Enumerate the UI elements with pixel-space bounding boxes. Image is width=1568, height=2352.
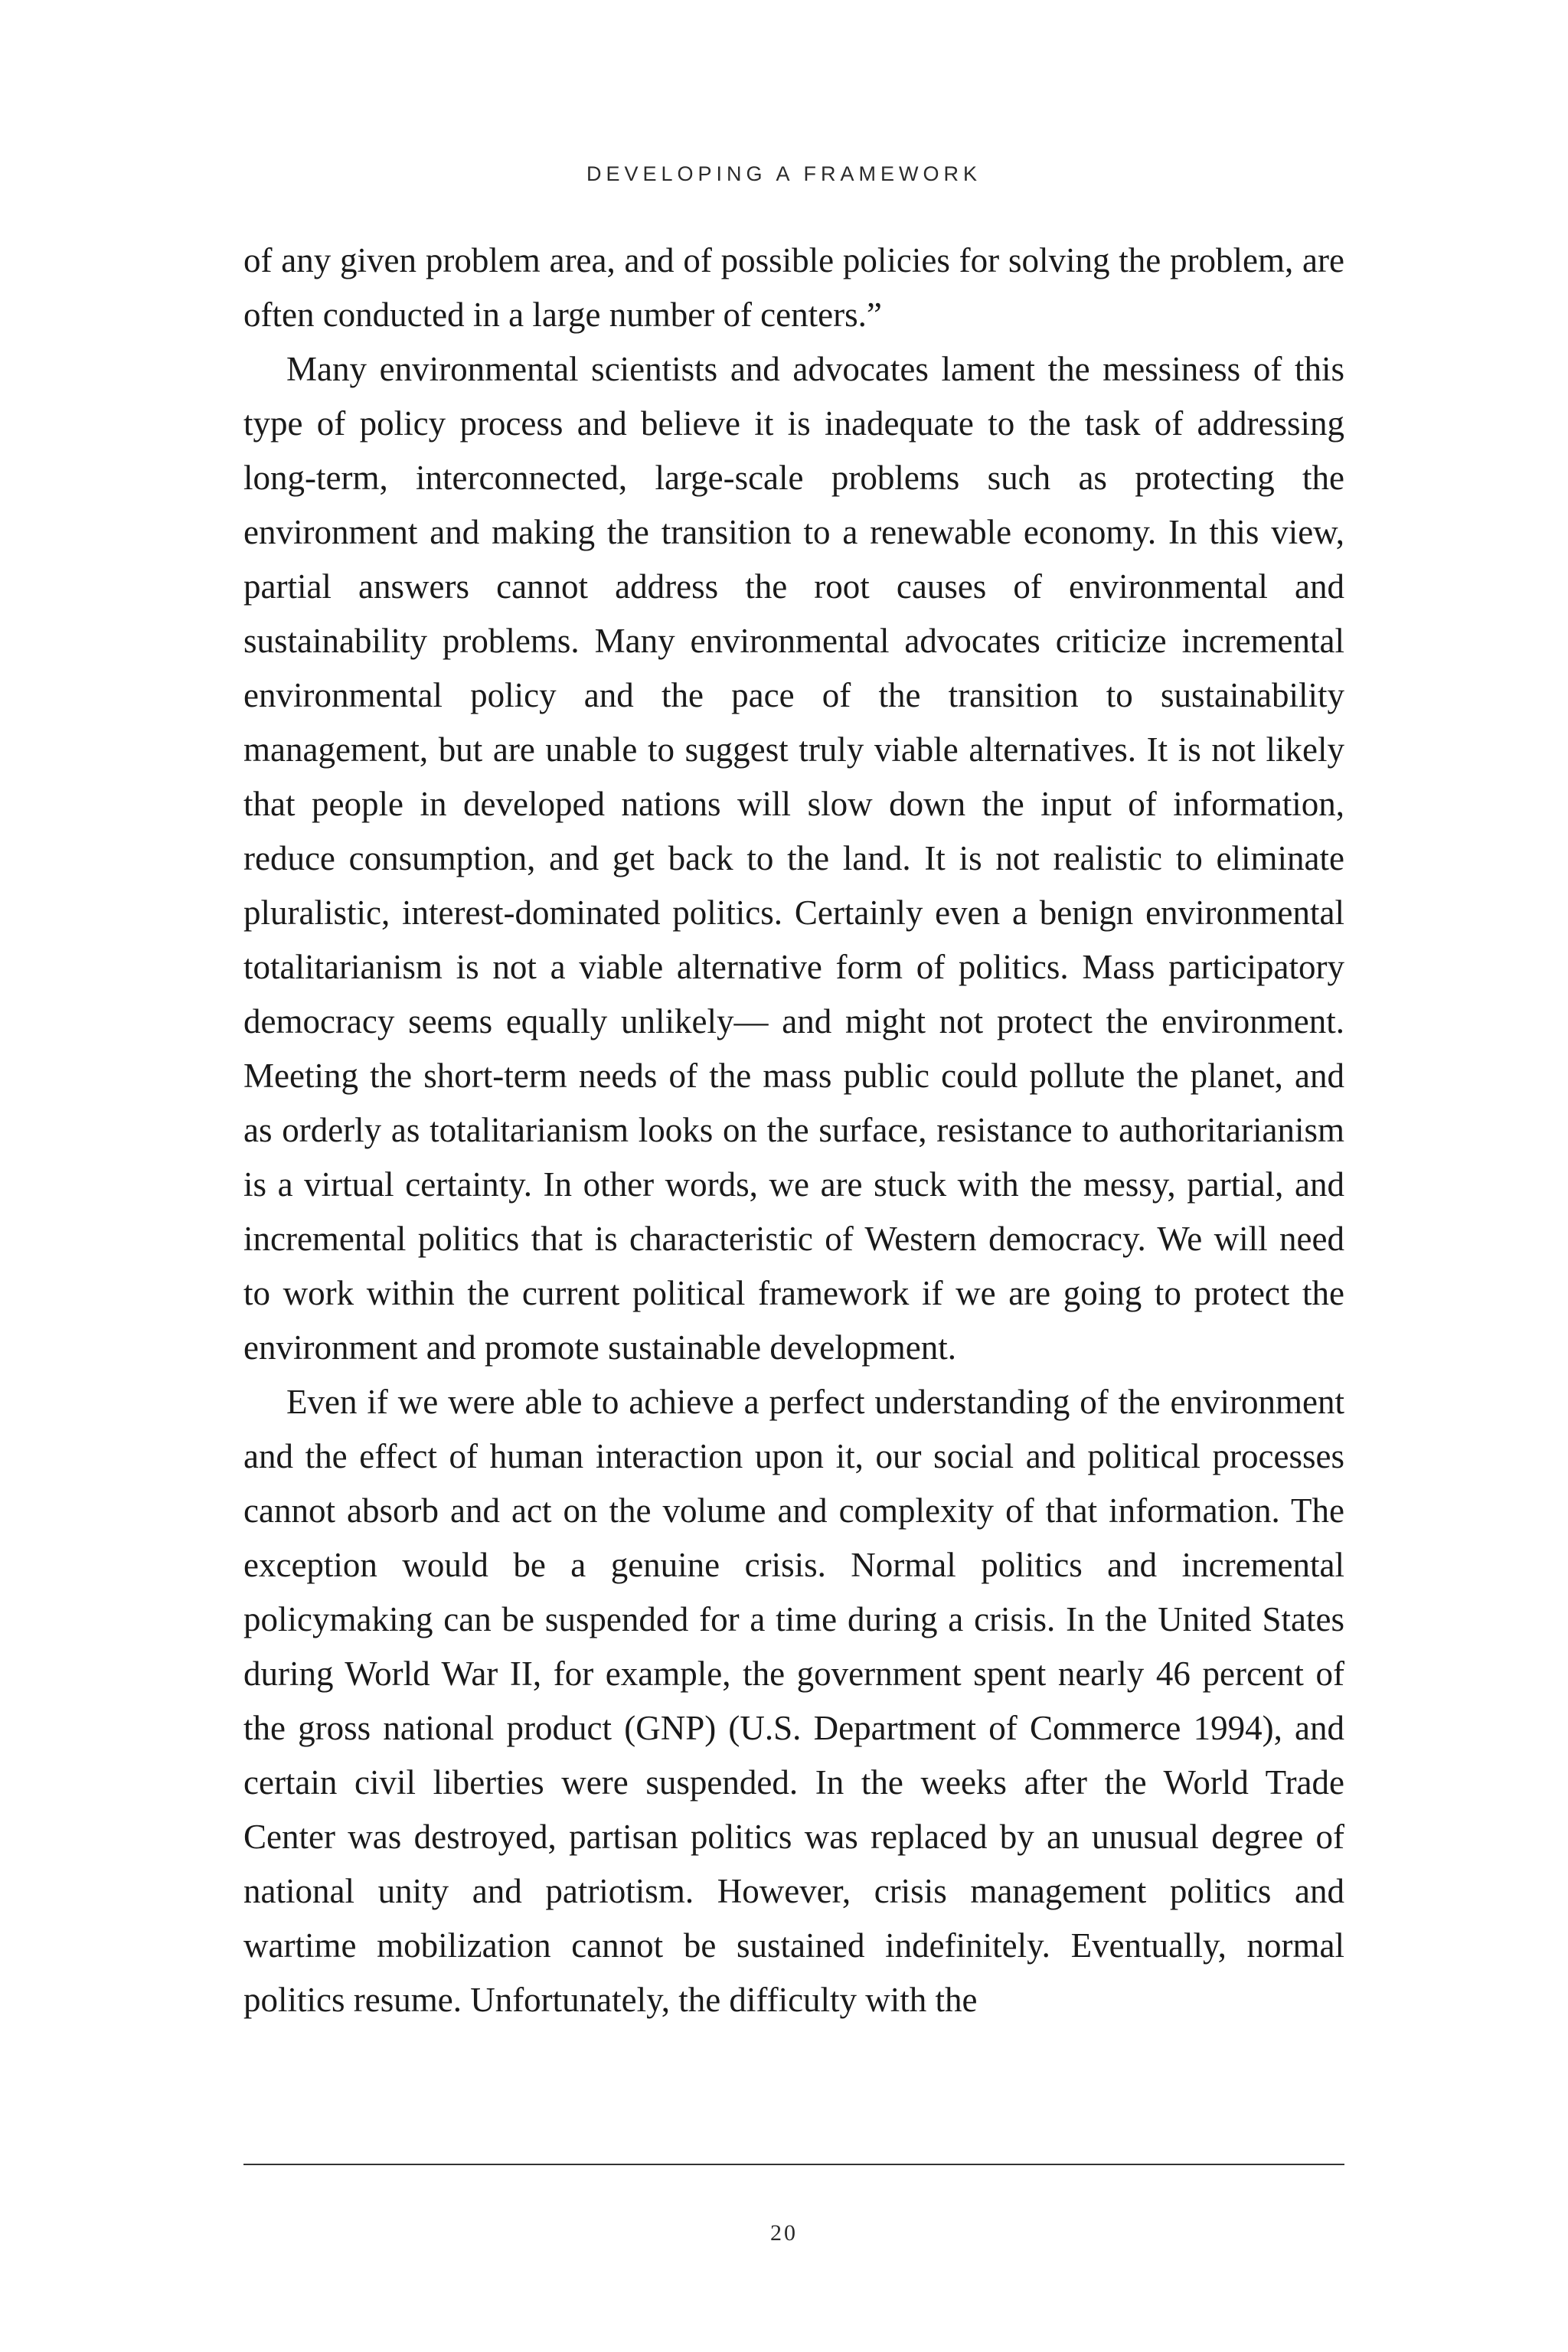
paragraph-crisis: Even if we were able to achieve a perfect understanding of the environment and the effect of human interaction upon it, our social and political processes cannot absorb and act on the volume and complexity of that information. The exception would be a genuine crisis. Normal politics and incremental policymaking can be suspended for a time during a crisis. In the United States during World War II, for example, the government spent nearly 46 percent of the gross national product (GNP) (U.S. Department of Commerce 1994), and certain civil liberties were suspended. In the weeks after the World Trade Center was destroyed, partisan politics was replaced by an unusual degree of national unity and patriotism. However, crisis management politics and wartime mobilization cannot be sustained indefinitely. Eventually, normal politics resume. Unfortunately, the difficulty with the: [243, 1383, 1344, 2019]
running-head: DEVELOPING A FRAMEWORK: [586, 162, 982, 185]
footer-rule: [243, 2164, 1344, 2165]
body-text: [243, 234, 1344, 2027]
paragraph-continuation: of any given problem area, and of possible policies for solving the problem, are often conducted in a large number of centers.”: [243, 241, 1344, 334]
page-number: 20: [770, 2220, 798, 2246]
paragraph-policy-process: Many environmental scientists and advocates lament the messiness of this type of policy process and believe it is inadequate to the task of addressing long-term, interconnected, large-scale problems such as protecting the environment and making the transition to a renewable economy. In this view, partial answers cannot address the root causes of environmental and sustainability problems. Many environmental advocates criticize incremental environmental policy and the pace of the transition to sustainability management, but are unable to suggest truly viable alternatives. It is not likely that people in developed nations will slow down the input of information, reduce consumption, and get back to the land. It is not realistic to eliminate pluralistic, interest-dominated politics. Certainly even a benign environmental totalitarianism is not a viable alternative form of politics. Mass participatory democracy seems equally unlikely— and might not protect the environment. Meeting the short-term needs of the mass public could pollute the planet, and as orderly as totalitarianism looks on the surface, resistance to authoritarianism is a virtual certainty. In other words, we are stuck with the messy, partial, and incremental politics that is characteristic of Western democracy. We will need to work within the current political framework if we are going to protect the environment and promote sustainable development.: [243, 350, 1344, 1367]
